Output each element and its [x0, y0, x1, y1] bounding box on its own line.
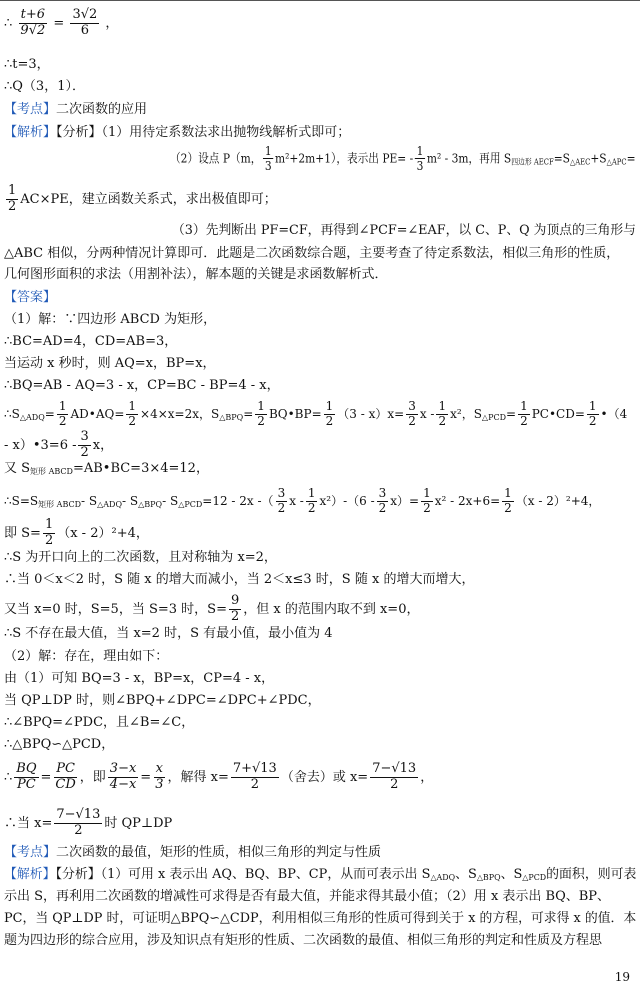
fraction [78, 430, 90, 461]
numerator: 1 [504, 486, 512, 500]
text: ，但 x 的范围内取不到 x=0， [243, 601, 420, 617]
numerator: 1 [44, 517, 54, 532]
text: - x）•3=6 - [4, 437, 77, 453]
line-13: ∴BC=AD=4，CD=AB=3， [4, 334, 178, 349]
subscript: △BPQ [476, 873, 501, 882]
denominator: 2 [8, 198, 17, 214]
text: 的面积，则可表 [546, 867, 637, 882]
denominator: 4−x [109, 776, 137, 792]
text: x - [419, 406, 435, 421]
fraction [324, 400, 336, 429]
text: =12 - 2x -（ [202, 493, 274, 508]
denominator: 2 [80, 444, 89, 460]
fraction [276, 487, 288, 516]
line-11 [4, 289, 56, 307]
fraction [587, 400, 599, 429]
text: •（4 [600, 406, 628, 421]
line-26: 由（1）可知 BQ=3 - x，BP=x，CP=4 - x， [4, 671, 275, 686]
numerator: PC [56, 761, 75, 776]
denominator: 3 [416, 158, 424, 174]
line-32 [4, 844, 381, 862]
line-4 [4, 101, 147, 119]
denominator: 2 [438, 413, 447, 428]
text: =AB•BC=3×4=12， [72, 461, 209, 476]
text: x²，S [450, 406, 482, 421]
text: 二次函数的最值，矩形的性质，相似三角形的判定与性质 [56, 845, 382, 860]
numerator: 3 [408, 399, 416, 413]
line-16 [4, 400, 627, 429]
fraction [436, 400, 448, 429]
text: 二次函数的应用 [56, 102, 148, 117]
line-34: 示出 S，再利用二次函数的增减性可求得是否有最大值，并能求得其最小值；（2）用 x 表示出 BQ、BP、 [4, 889, 611, 904]
line-18 [4, 460, 209, 481]
text: 又当 x=0 时，S=5，当 S=3 时，S= [4, 601, 227, 617]
fraction [229, 594, 241, 625]
line-27: 当 QP⊥DP 时，则∠BPQ+∠DPC=∠DPC+∠PDC， [4, 693, 321, 708]
denominator: 2 [504, 500, 512, 515]
text: 【分析】（1）用待定系数法求出抛物线解析式即可； [56, 125, 351, 140]
denominator: 2 [58, 413, 67, 428]
page-number: 19 [614, 970, 630, 984]
fraction [255, 400, 267, 429]
denominator: 3 [264, 158, 272, 174]
line-7 [4, 184, 277, 215]
line-2: ∴t=3， [4, 57, 50, 72]
text: = [44, 406, 55, 421]
text: （x - 2）²+4， [57, 525, 149, 541]
top-rule [0, 0, 640, 1]
fraction [6, 184, 18, 215]
numerator: 3 [277, 486, 286, 500]
numerator: 1 [438, 399, 447, 413]
subscript: △BPQ [219, 412, 244, 422]
numerator: 1 [416, 143, 424, 158]
line-8: （3）先判断出 PF=CF，再得到∠PCF=∠EAF，以 C、P、Q 为顶点的三角形与 [172, 223, 636, 238]
text: ∴S=S [4, 493, 39, 508]
denominator: 2 [128, 413, 137, 428]
text: 即 S= [4, 525, 41, 541]
subscript: 矩形 ABCD [38, 499, 82, 509]
line-12: （1）解：∵四边形 ABCD 为矩形， [4, 312, 217, 327]
numerator: 3−x [109, 761, 137, 776]
text: （舍去）或 x= [280, 769, 369, 785]
denominator: 2 [277, 500, 286, 515]
line-25: （2）解：存在，理由如下： [4, 649, 169, 664]
fraction [406, 400, 418, 429]
text: 、S [455, 867, 477, 882]
text: = [53, 15, 65, 31]
subscript: △ADQ [430, 873, 456, 882]
numerator: 7−√13 [372, 761, 417, 776]
denominator: 2 [230, 608, 240, 624]
tag-kaodian: 【考点】 [4, 845, 57, 860]
denominator: 2 [257, 413, 265, 428]
denominator: PC [17, 776, 36, 792]
text: = [40, 769, 52, 785]
denominator: CD [55, 776, 76, 792]
text: =S [553, 150, 570, 166]
text: ×4×x=2x，S [140, 406, 220, 421]
denominator: 2 [588, 413, 597, 428]
text: x - [289, 493, 304, 508]
fraction [377, 487, 389, 516]
line-21: ∴S 为开口向上的二次函数，且对称轴为 x=2， [4, 550, 277, 565]
numerator: 1 [8, 183, 17, 198]
text: x²）-（6 - [319, 493, 375, 508]
line-28: ∴∠BPQ=∠PDC，且∠B=∠C， [4, 715, 195, 730]
fraction [57, 400, 69, 429]
fraction [306, 487, 318, 516]
numerator: 1 [423, 486, 431, 500]
text: （x - 2）²+4， [515, 493, 601, 508]
fraction [231, 762, 279, 793]
text: 【分析】（1）可用 x 表示出 AQ、BQ、BP、CP，从而可表示出 S [55, 867, 431, 882]
fraction [53, 762, 77, 793]
text: = [626, 150, 636, 166]
line-10: 几何图形面积的求法（用割补法），解本题的关键是求函数解析式． [4, 267, 388, 282]
denominator: 2 [520, 413, 528, 428]
text: x）= [390, 493, 420, 508]
line-14: 当运动 x 秒时，则 AQ=x，BP=x， [4, 356, 216, 371]
text: ， [105, 15, 119, 31]
denominator: 2 [408, 413, 416, 428]
text: ∴当 x= [4, 815, 53, 831]
text: m² - 3m，再用 S [426, 150, 512, 166]
text: 时 QP⊥DP [104, 815, 173, 831]
fraction [18, 8, 47, 39]
denominator: 2 [307, 500, 316, 515]
text: ∴ [4, 15, 13, 31]
denominator: 2 [423, 500, 431, 515]
text: +S [590, 150, 607, 166]
fraction [54, 808, 102, 839]
subscript: 矩形 ABCD [30, 467, 73, 476]
numerator: 3 [378, 486, 387, 500]
text: x， [92, 437, 114, 453]
text: ∴S [4, 406, 20, 421]
denominator: 2 [378, 500, 387, 515]
numerator: x [155, 761, 164, 776]
line-15: ∴BQ=AB - AQ=3 - x，CP=BC - BP=4 - x， [4, 378, 280, 393]
numerator: 7−√13 [56, 807, 101, 822]
subscript: △ADQ [19, 412, 45, 422]
fraction [370, 762, 418, 793]
fraction [14, 762, 38, 793]
fraction [126, 400, 138, 429]
line-19 [4, 487, 600, 516]
numerator: 1 [128, 399, 137, 413]
text: AC×PE，建立函数关系式，求出极值即可； [20, 191, 277, 207]
numerator: 1 [325, 399, 334, 413]
tag-jiexi: 【解析】 [4, 867, 56, 882]
text: ，解得 x= [167, 769, 229, 785]
text: = [243, 406, 254, 421]
line-22: ∴当 0＜x＜2 时，S 随 x 的增大而减小，当 2＜x≤3 时，S 随 x 的增大而增大， [4, 572, 475, 587]
fraction [518, 400, 530, 429]
line-9: △ABC 相似，分两种情况计算即可．此题是二次函数综合题，主要考查了待定系数法，相似三角形的性质， [4, 246, 620, 261]
text: - S [162, 493, 179, 508]
line-36: 题为四边形的综合应用，涉及知识点有矩形的性质、二次函数的最值、相似三角形的判定和性质及方程思 [4, 933, 603, 948]
line-1 [4, 8, 118, 39]
fraction [502, 487, 514, 516]
numerator: t+6 [20, 7, 46, 22]
text: AD•AQ= [70, 406, 125, 421]
numerator: 1 [257, 399, 265, 413]
denominator: 6 [80, 22, 89, 38]
subscript: △BPQ [138, 499, 163, 509]
text: ，即 [79, 769, 106, 785]
subscript: 四边形 AECF [511, 157, 554, 167]
numerator: 1 [588, 399, 597, 413]
fraction [415, 144, 425, 174]
subscript: △ADQ [97, 499, 123, 509]
text: x² - 2x+6= [434, 493, 501, 508]
numerator: 7+√13 [232, 761, 277, 776]
numerator: 1 [58, 399, 67, 413]
text: = [140, 769, 152, 785]
subscript: △APC [606, 157, 627, 167]
numerator: 1 [307, 486, 316, 500]
fraction [70, 8, 99, 39]
numerator: BQ [16, 761, 37, 776]
denominator: 3 [155, 776, 164, 792]
numerator: 1 [264, 143, 272, 158]
fraction [43, 518, 55, 549]
denominator: 2 [44, 532, 54, 548]
fraction [263, 144, 273, 174]
text: - S [81, 493, 98, 508]
line-23 [4, 594, 419, 625]
denominator: 2 [325, 413, 334, 428]
line-17 [4, 430, 113, 461]
line-20 [4, 518, 149, 549]
line-31 [4, 808, 172, 839]
line-24: ∴S 不存在最大值，当 x=2 时，S 有最小值，最小值为 4 [4, 626, 333, 641]
line-30 [4, 762, 433, 793]
fraction [421, 487, 433, 516]
line-3: ∴Q（3，1）． [4, 79, 85, 94]
text: - S [122, 493, 139, 508]
line-33 [4, 866, 636, 887]
tag-jiexi: 【解析】 [4, 125, 57, 140]
text: PC•CD= [531, 406, 585, 421]
text: （2）设点 P（m， [170, 150, 262, 166]
subscript: △PCD [178, 499, 203, 509]
denominator: 9√2 [20, 22, 46, 38]
tag-kaodian: 【考点】 [4, 102, 57, 117]
denominator: 2 [250, 776, 259, 792]
numerator: 3√2 [72, 7, 98, 22]
fraction [108, 762, 139, 793]
text: m²+2m+1），表示出 PE= - [275, 150, 414, 166]
line-29: ∴△BPQ∽△PCD， [4, 737, 115, 752]
text: ∴ [4, 769, 13, 785]
text: ， [420, 769, 434, 785]
numerator: 1 [520, 399, 528, 413]
text: = [506, 406, 517, 421]
line-35: PC，当 QP⊥DP 时，可证明△BPQ∽△CDP，利用相似三角形的性质可得到关于 x 的方程，可求得 x 的值．本 [4, 911, 637, 926]
tag-daan: 【答案】 [4, 290, 57, 305]
text: BQ•BP= [268, 406, 322, 421]
line-6 [170, 144, 636, 174]
text: （3 - x）x= [337, 406, 405, 421]
numerator: 9 [230, 593, 240, 608]
numerator: 3 [80, 429, 89, 444]
subscript: △PCD [481, 412, 506, 422]
subscript: △PCD [522, 873, 547, 882]
denominator: 2 [390, 776, 399, 792]
text: 、S [500, 867, 523, 882]
line-5 [4, 124, 350, 142]
fraction [153, 762, 165, 793]
subscript: △AEC [569, 157, 591, 167]
text: 又 S [4, 461, 31, 476]
denominator: 2 [74, 822, 83, 838]
